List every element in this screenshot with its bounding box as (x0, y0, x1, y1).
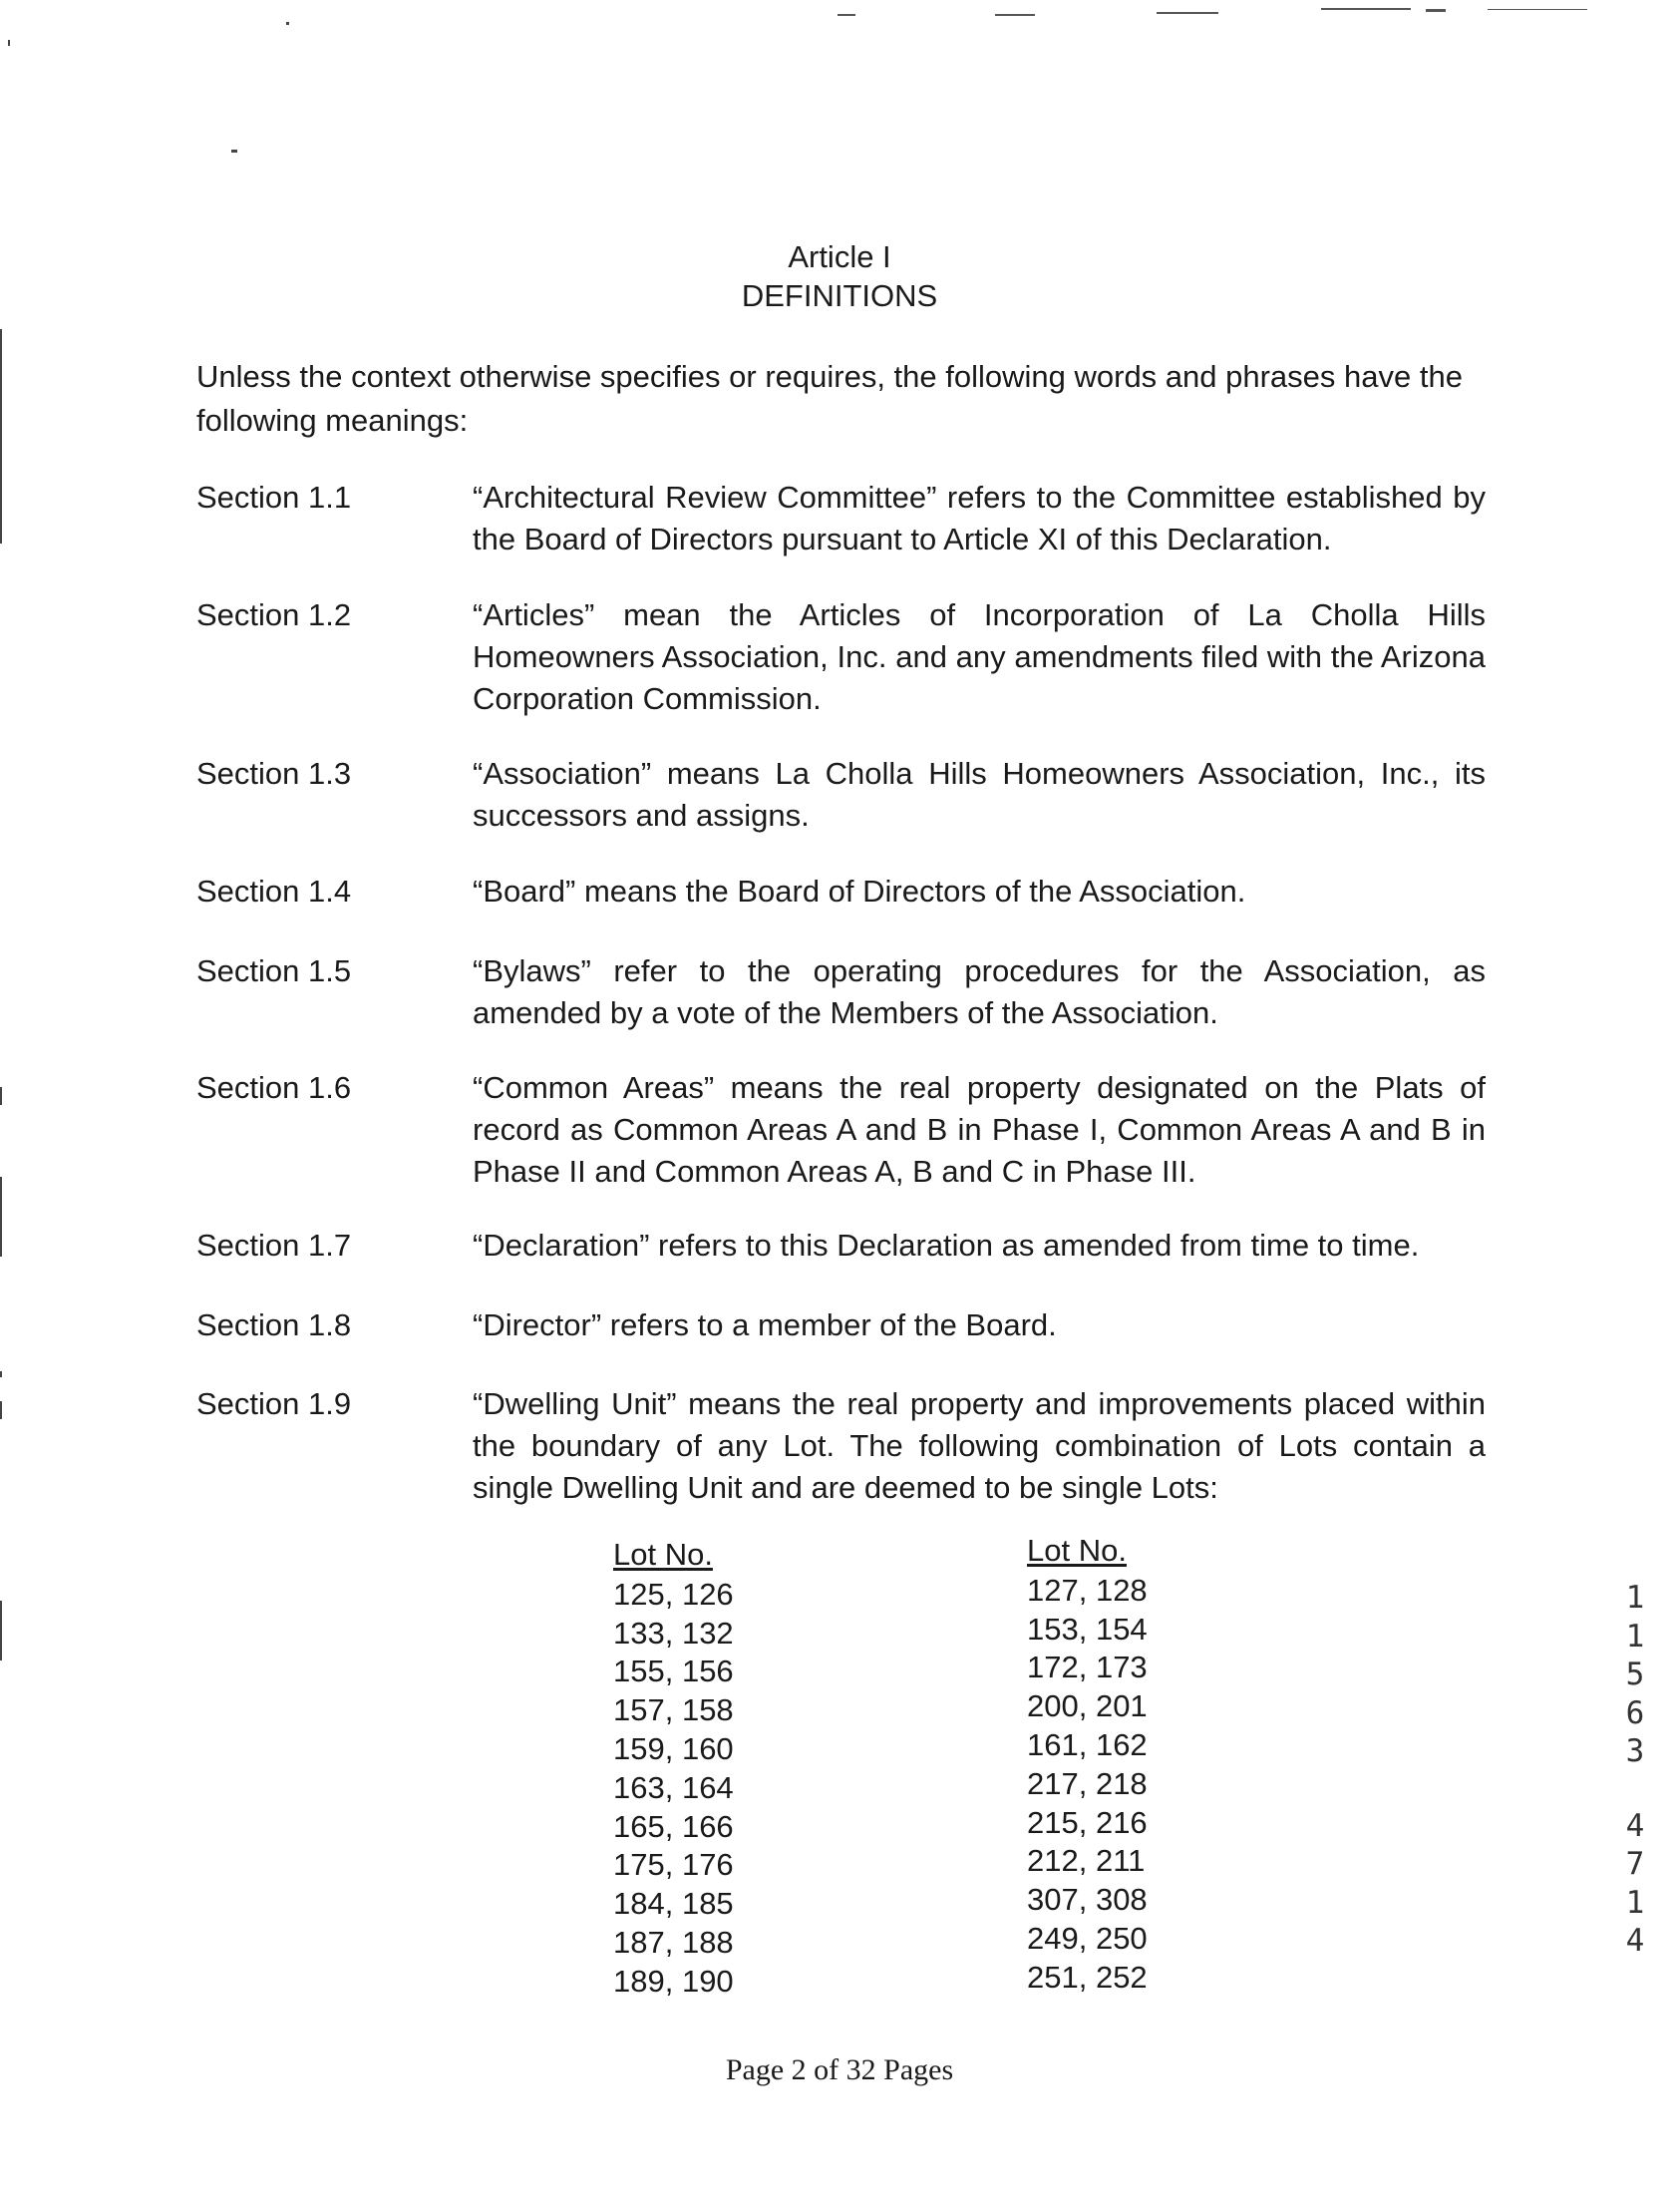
lot-column-header: Lot No. (1027, 1533, 1127, 1568)
lot-row: 153, 154 (1027, 1611, 1148, 1647)
stamp-digit: 1 (1625, 1618, 1645, 1655)
scan-artifact (0, 1371, 2, 1377)
section-text: “Articles” mean the Articles of Incorporation of La Cholla Hills Homeowners Association, Inc. and any amendments filed with the Arizona Corporation Commission. (473, 597, 1486, 716)
lot-row: 172, 173 (1027, 1650, 1148, 1685)
scan-artifact (286, 22, 289, 25)
stamp-digit: 5 (1625, 1657, 1645, 1692)
scan-artifact (0, 1177, 2, 1257)
scan-artifact (8, 40, 10, 46)
lot-column-1 (613, 1536, 734, 2002)
scan-artifact (995, 14, 1035, 16)
stamp-digit: 4 (1625, 1923, 1645, 1959)
section-text: “Dwelling Unit” means the real property and improvements placed within the boundary of any Lot. The following combination of Lots contain a single Dwelling Unit and are deemed to be single Lots: (473, 1386, 1486, 1505)
scan-artifact (0, 1601, 2, 1660)
scan-artifact (0, 1087, 2, 1105)
page-number: Page 2 of 32 Pages (725, 2053, 954, 2086)
section-text: “Declaration” refers to this Declaration as amended from time to time. (473, 1228, 1420, 1263)
lot-row: 157, 158 (613, 1692, 734, 1728)
stamp-gap (1615, 1771, 1655, 1807)
section-label: Section 1.5 (196, 953, 352, 988)
lot-row: 133, 132 (613, 1615, 734, 1651)
lot-column-header: Lot No. (613, 1537, 713, 1572)
lot-row: 212, 211 (1027, 1843, 1146, 1879)
intro-paragraph: Unless the context otherwise specifies or requires, the following words and phrases have the following meanings: (196, 359, 1463, 438)
lot-row: 161, 162 (1027, 1726, 1148, 1762)
lot-row: 215, 216 (1027, 1804, 1148, 1840)
scan-artifact (1157, 12, 1218, 14)
stamp-digit: 1 (1625, 1884, 1645, 1921)
lot-row: 155, 156 (613, 1654, 734, 1689)
recording-number-stamp (1615, 1579, 1655, 1961)
lot-row: 251, 252 (1027, 1959, 1148, 1995)
lot-row: 189, 190 (613, 1963, 734, 1999)
section-text: “Common Areas” means the real property designated on the Plats of record as Common Areas A and B in Phase I, Common Areas A and B in Phase II and Common Areas A, B and C in Phase III. (473, 1070, 1486, 1189)
section-text: “Association” means La Cholla Hills Homeowners Association, Inc., its successors and assigns. (473, 756, 1486, 833)
section-label: Section 1.3 (196, 756, 352, 791)
lot-row: 187, 188 (613, 1924, 734, 1960)
section-label: Section 1.8 (196, 1307, 352, 1342)
lot-row: 159, 160 (613, 1730, 734, 1766)
section-text: “Director” refers to a member of the Board. (473, 1307, 1057, 1342)
stamp-digit: 7 (1625, 1846, 1645, 1882)
stamp-digit: 6 (1625, 1694, 1645, 1731)
scan-artifact (231, 150, 237, 153)
stamp-digit: 1 (1625, 1580, 1645, 1616)
section-label: Section 1.7 (196, 1228, 352, 1263)
stamp-digit: 3 (1625, 1733, 1645, 1769)
scan-artifact (1426, 9, 1446, 12)
section-text: “Bylaws” refer to the operating procedures for the Association, as amended by a vote of the Members of the Association. (473, 953, 1486, 1030)
scan-artifact (1321, 8, 1411, 10)
lot-row: 175, 176 (613, 1847, 734, 1883)
lot-row: 200, 201 (1027, 1688, 1148, 1724)
lot-row: 249, 250 (1027, 1920, 1148, 1956)
section-text: “Architectural Review Committee” refers to the Committee established by the Board of Directors pursuant to Article XI of this Declaration. (473, 480, 1486, 556)
scan-artifact (1488, 9, 1587, 10)
article-heading (0, 237, 1679, 315)
lot-row: 184, 185 (613, 1886, 734, 1922)
scan-artifact (0, 329, 2, 544)
lot-row: 127, 128 (1027, 1572, 1148, 1608)
lot-row: 307, 308 (1027, 1882, 1148, 1918)
lot-row: 217, 218 (1027, 1765, 1148, 1801)
article-number: Article I (788, 239, 891, 274)
scan-artifact (838, 14, 855, 16)
section-label: Section 1.6 (196, 1070, 352, 1105)
scan-artifact (0, 1401, 2, 1419)
section-label: Section 1.1 (196, 480, 352, 515)
section-label: Section 1.4 (196, 874, 352, 909)
lot-column-2 (1027, 1532, 1148, 1998)
stamp-digit: 4 (1625, 1807, 1645, 1844)
section-label: Section 1.9 (196, 1386, 352, 1421)
lot-row: 125, 126 (613, 1576, 734, 1612)
article-title: DEFINITIONS (741, 278, 938, 313)
section-text: “Board” means the Board of Directors of the Association. (473, 874, 1246, 909)
lot-row: 163, 164 (613, 1769, 734, 1805)
section-label: Section 1.2 (196, 597, 352, 632)
lot-row: 165, 166 (613, 1808, 734, 1844)
